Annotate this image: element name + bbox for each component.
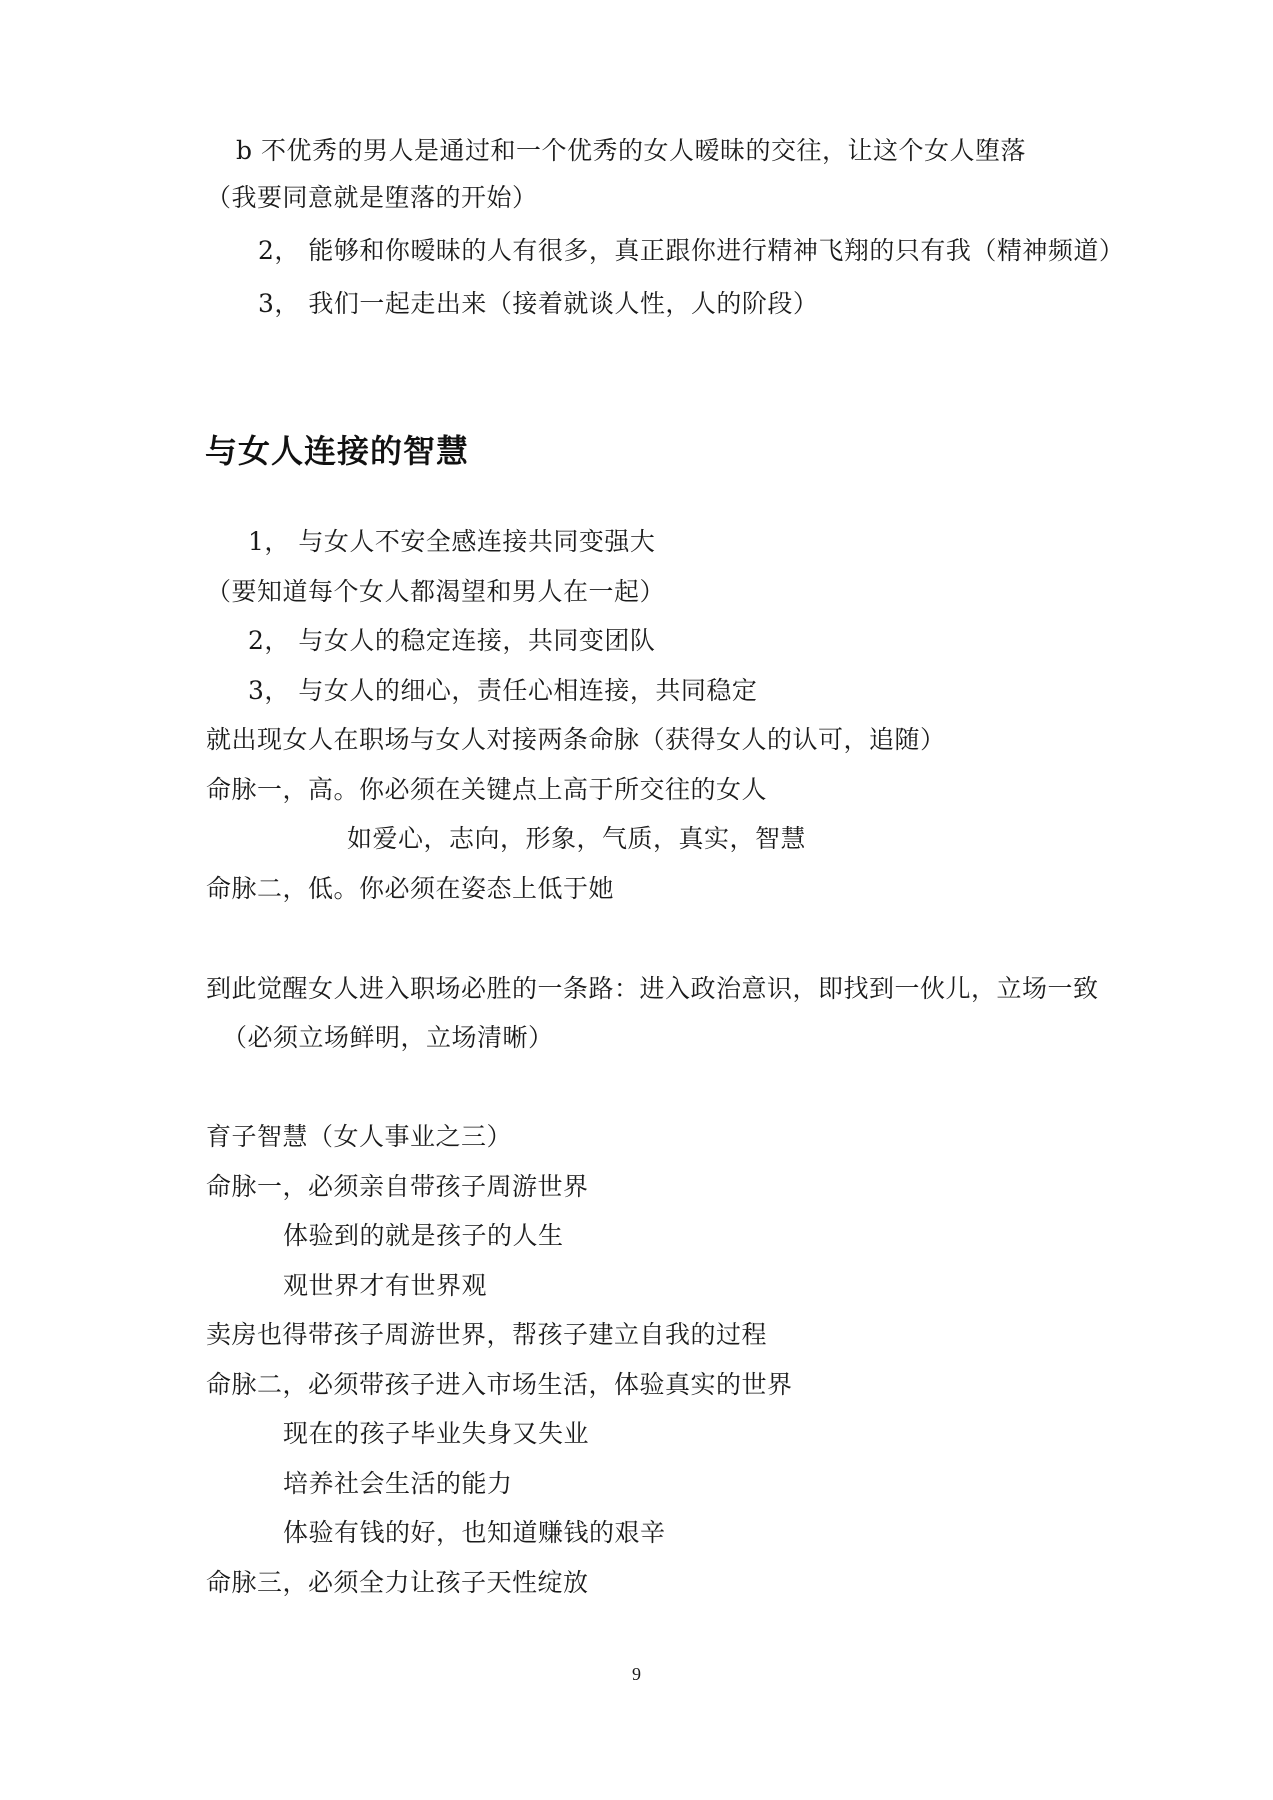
text-line-lifeline-2: 命脉二，低。你必须在姿态上低于她 bbox=[206, 874, 615, 903]
text-line-connect-note: （要知道每个女人都渴望和男人在一起） bbox=[206, 577, 666, 606]
text-line-b-point: b 不优秀的男人是通过和一个优秀的女人暧昧的交往，让这个女人堕落 bbox=[236, 136, 1026, 165]
text-line-politics-note: （必须立场鲜明，立场清晰） bbox=[222, 1023, 554, 1052]
text-line-parenting-2-c: 体验有钱的好，也知道赚钱的艰辛 bbox=[283, 1518, 666, 1547]
text-line-parenting-1: 命脉一，必须亲自带孩子周游世界 bbox=[206, 1172, 589, 1201]
text-line-connect-2: 2， 与女人的稳定连接，共同变团队 bbox=[248, 626, 656, 655]
text-line-parenting-title: 育子智慧（女人事业之三） bbox=[206, 1122, 513, 1151]
text-line-lifeline-1-detail: 如爱心，志向，形象，气质，真实，智慧 bbox=[347, 824, 807, 853]
text-line-item-2: 2， 能够和你暧昧的人有很多，真正跟你进行精神飞翔的只有我（精神频道） bbox=[258, 236, 1125, 265]
section-heading: 与女人连接的智慧 bbox=[205, 432, 470, 470]
text-line-parenting-1-a: 体验到的就是孩子的人生 bbox=[283, 1221, 564, 1250]
text-line-parenting-2: 命脉二，必须带孩子进入市场生活，体验真实的世界 bbox=[206, 1370, 793, 1399]
text-line-item-3: 3， 我们一起走出来（接着就谈人性，人的阶段） bbox=[258, 289, 819, 318]
text-line-lifeline-1: 命脉一，高。你必须在关键点上高于所交往的女人 bbox=[206, 775, 768, 804]
text-line-lifelines: 就出现女人在职场与女人对接两条命脉（获得女人的认可，追随） bbox=[206, 725, 946, 754]
text-line-note: （我要同意就是堕落的开始） bbox=[206, 183, 538, 212]
text-line-politics: 到此觉醒女人进入职场必胜的一条路：进入政治意识，即找到一伙儿，立场一致 bbox=[206, 974, 1099, 1003]
text-line-parenting-3: 命脉三，必须全力让孩子天性绽放 bbox=[206, 1568, 589, 1597]
text-line-connect-1: 1， 与女人不安全感连接共同变强大 bbox=[248, 527, 656, 556]
text-line-parenting-house: 卖房也得带孩子周游世界，帮孩子建立自我的过程 bbox=[206, 1320, 768, 1349]
text-line-connect-3: 3， 与女人的细心，责任心相连接，共同稳定 bbox=[248, 676, 758, 705]
text-line-parenting-2-a: 现在的孩子毕业失身又失业 bbox=[283, 1419, 590, 1448]
text-line-parenting-1-b: 观世界才有世界观 bbox=[283, 1271, 488, 1300]
page-number: 9 bbox=[632, 1664, 641, 1684]
text-line-parenting-2-b: 培养社会生活的能力 bbox=[283, 1469, 513, 1498]
